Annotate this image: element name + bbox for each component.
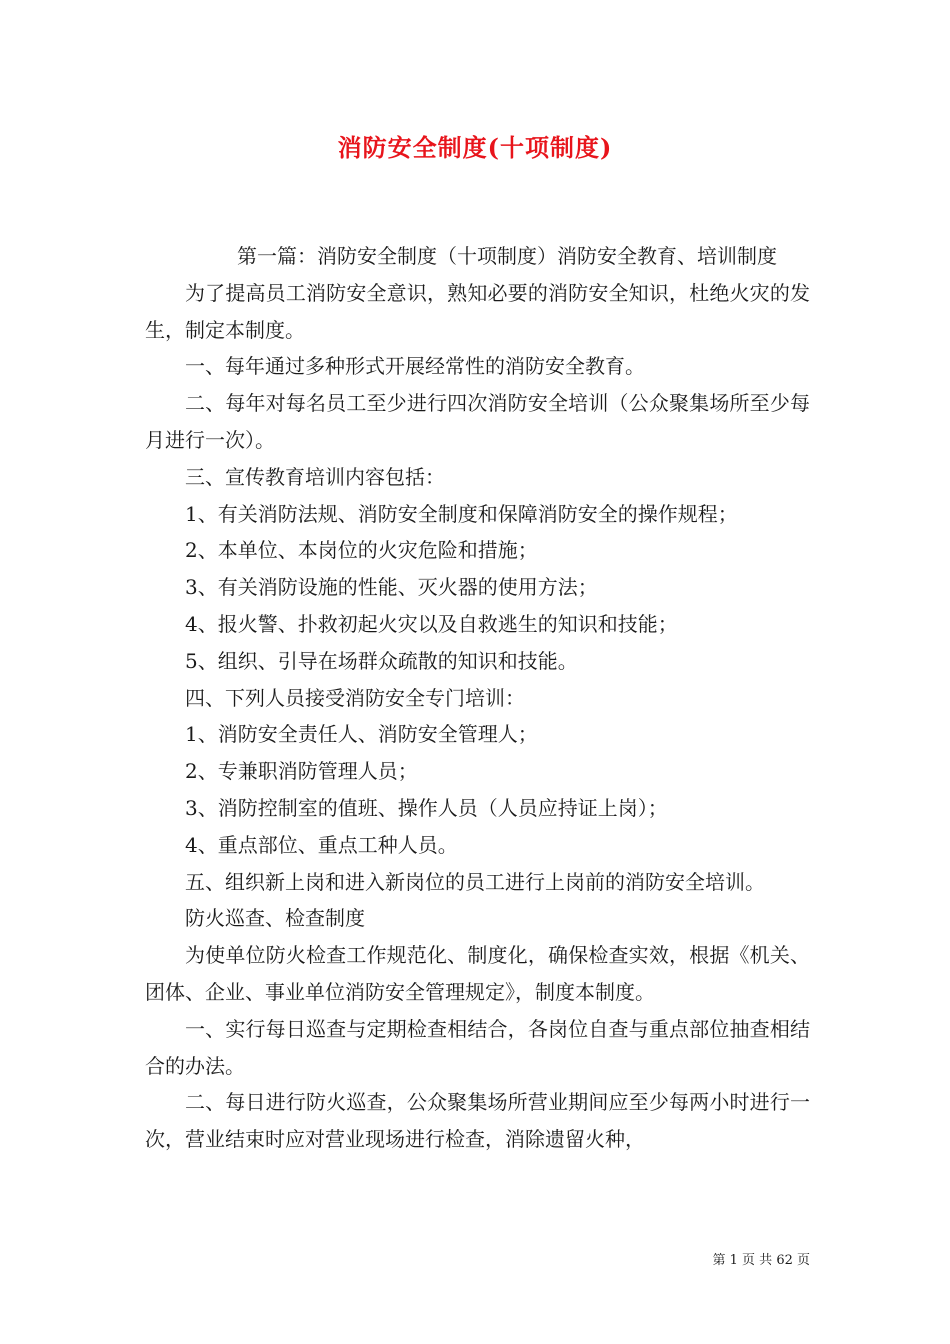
paragraph-4: 二、每年对每名员工至少进行四次消防安全培训（公众聚集场所至少每月进行一次）。 (145, 391, 810, 452)
paragraph-18: 为使单位防火检查工作规范化、制度化，确保检查实效，根据《机关、团体、企业、事业单位消防安全管理规定》，制度本制度。 (145, 943, 810, 1004)
paragraph-10: 5、组织、引导在场群众疏散的知识和技能。 (185, 648, 578, 673)
document-title: 消防安全制度(十项制度) (337, 133, 613, 162)
paragraph-15: 4、重点部位、重点工种人员。 (185, 832, 458, 857)
paragraph-20: 二、每日进行防火巡查，公众聚集场所营业期间应至少每两小时进行一次，营业结束时应对营业现场进行检查，消除遗留火种， (145, 1090, 810, 1152)
paragraph-11: 四、下列人员接受消防安全专门培训： (185, 685, 525, 710)
paragraph-13: 2、专兼职消防管理人员； (185, 759, 418, 784)
paragraph-14: 3、消防控制室的值班、操作人员（人员应持证上岗）； (185, 795, 668, 820)
paragraph-2: 为了提高员工消防安全意识，熟知必要的消防安全知识，杜绝火灾的发生，制定本制度。 (145, 280, 810, 342)
document-body (145, 238, 810, 1158)
paragraph-17: 防火巡查、检查制度 (185, 906, 365, 931)
paragraph-16: 五、组织新上岗和进入新岗位的员工进行上岗前的消防安全培训。 (185, 869, 765, 894)
paragraph-7: 2、本单位、本岗位的火灾危险和措施； (185, 538, 538, 563)
paragraph-5: 三、宣传教育培训内容包括： (185, 464, 445, 489)
page-number: 第 1 页 共 62 页 (712, 1253, 810, 1268)
paragraph-12: 1、消防安全责任人、消防安全管理人； (185, 722, 538, 747)
paragraph-1: 第一篇：消防安全制度（十项制度）消防安全教育、培训制度 (237, 244, 777, 268)
paragraph-19: 一、实行每日巡查与定期检查相结合，各岗位自查与重点部位抽查相结合的办法。 (145, 1016, 810, 1078)
paragraph-3: 一、每年通过多种形式开展经常性的消防安全教育。 (185, 354, 645, 379)
paragraph-8: 3、有关消防设施的性能、灭火器的使用方法； (185, 575, 598, 600)
paragraph-6: 1、有关消防法规、消防安全制度和保障消防安全的操作规程； (185, 501, 738, 526)
paragraph-9: 4、报火警、扑救初起火灾以及自救逃生的知识和技能； (185, 611, 678, 636)
